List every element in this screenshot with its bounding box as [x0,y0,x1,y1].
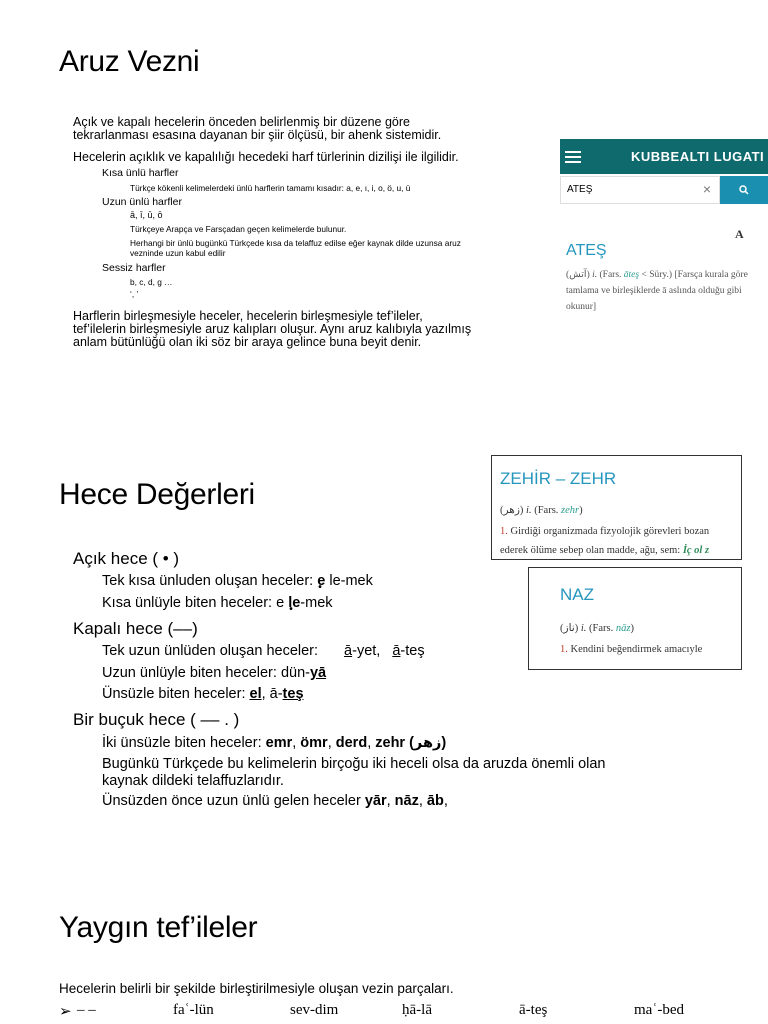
open-syllable-heading: Açık hece ( • ) [73,549,180,568]
arrow-bullet-icon: ➢ [59,1004,72,1020]
consonants-list: b, c, d, g … [130,277,173,287]
tefile-item: ā-teş [519,1002,548,1018]
zehir-dictionary-box [491,455,742,560]
def-line-1: (آتش) i. (Fars. āteş < Süry.) [Farsça kurala göre [566,270,748,280]
zehir-title: ZEHİR – ZEHR [500,469,617,488]
half-syllable-note-1: Bugünkü Türkçede bu kelimelerin birçoğu iki heceli olsa da aruzda önemli olan [102,756,606,772]
clear-icon[interactable]: × [702,181,711,197]
consonants-heading: Sessiz harfler [102,262,166,274]
long-desc-2: Herhangi bir ünlü bugünkü Türkçede kısa da telaffuz edilse eğer kaynak dilde uzunsa aruz [130,238,461,248]
dictionary-word: ATEŞ [566,242,607,259]
search-button[interactable] [720,176,768,204]
def-line-2: tamlama ve birleşiklerde ā aslında olduğu gibi [566,286,742,296]
open-syllable-ex-1: Tek kısa ünluden oluşan heceler: e • le-mek [102,572,373,590]
summary-line-3: anlam bütünlüğü olan iki söz bir araya gelince buna beyit denir. [73,335,422,349]
search-value: ATEŞ [567,184,593,195]
hamburger-menu-icon[interactable] [565,151,581,163]
section-title-hece: Hece Değerleri [59,478,255,511]
short-syllable-le: le • [288,595,300,611]
def-line-3: okunur] [566,302,597,312]
short-vowels-desc: Türkçe kökenli kelimelerdeki ünlü harflerin tamamı kısadır: a, e, ı, i, o, ö, u, ü [130,183,411,193]
tefile-item: ḥā-lā [402,1002,432,1018]
search-icon [739,185,749,195]
short-vowel-e: e • [317,573,325,589]
section-title-aruz: Aruz Vezni [59,45,200,78]
zehir-line-3: ederek ölüme sebep olan madde, ağu, sem: İç ol z [500,545,710,556]
consonants-marks: ‘, ’ [130,289,139,299]
naz-line-2: 1. Kendini beğendirmek amacıyle [560,644,703,655]
kubbealti-search-bar [560,176,768,204]
tefile-item: maʿ-bed [634,1002,684,1018]
open-syllable-ex-2: Kısa ünlüyle biten heceler: e le •-mek [102,594,333,612]
long-vowels-heading: Uzun ünlü harfler [102,196,182,208]
closed-syllable-ex-1: Tek uzun ünlüden oluşan heceler: ā-yet, ā-teş [102,643,425,659]
closed-syllable-ex-2: Uzun ünlüyle biten heceler: dün-yā [102,665,327,681]
half-syllable-note-2: kaynak dildeki telaffuzlarıdır. [102,773,284,789]
zehir-line-1: (زهر) i. (Fars. zehr) [500,505,583,516]
font-size-icon[interactable]: A [735,227,744,241]
long-desc-3: vezninde uzun kabul edilir [130,248,226,258]
closed-syllable-heading: Kapalı hece (––) [73,619,198,638]
aruz-intro [73,116,553,142]
search-input[interactable] [560,176,720,204]
syllable-paragraph: Hecelerin açıklık ve kapalılığı hecedeki harf türlerinin dizilişi ile ilgilidir. [73,150,459,164]
intro-line-2: tekrarlanması esasına dayanan bir şiir ölçüsü, bir ahenk sistemidir. [73,128,442,142]
summary-line-2: tef’ilelerin birleşmesiyle aruz kalıpları oluşur. Aynı aruz kalıbıyla yazılmış [73,322,472,336]
section-title-tefile: Yaygın tef’ileler [59,911,258,944]
naz-dictionary-box [528,567,742,670]
intro-line-1: Açık ve kapalı hecelerin önceden belirlenmiş bir düzene göre [73,115,410,129]
half-syllable-ex-1: İki ünsüzle biten heceler: emr, ömr, derd, zehr (زهر) [102,735,447,751]
zehir-line-2: 1. Girdiği organizmada fizyolojik görevleri bozan [500,526,710,537]
short-vowels-heading: Kısa ünlü harfler [102,167,179,179]
naz-title: NAZ [560,585,594,604]
half-syllable-heading: Bir buçuk hece ( –– . ) [73,710,240,729]
tefile-item: faʿ-lün [173,1002,214,1018]
dictionary-definition [566,267,768,315]
tefile-description: Hecelerin belirli bir şekilde birleştirilmesiyle oluşan vezin parçaları. [59,981,454,996]
summary-paragraph [73,310,553,349]
closed-syllable-ex-3: Ünsüzle biten heceler: el, ā-teş [102,686,304,702]
tefile-pattern: – – [77,1002,96,1018]
tefile-item: sev-dim [290,1002,339,1018]
summary-line-1: Harflerin birleşmesiyle heceler, hecelerin birleşmesiyle tef’ileler, [73,309,423,323]
naz-line-1: (ناز) i. (Fars. nāz) [560,623,634,634]
kubbealti-screenshot [560,139,768,321]
half-syllable-ex-2: Ünsüzden önce uzun ünlü gelen heceler yār, nāz, āb, [102,793,448,809]
tefile-example-row [59,1002,768,1022]
kubbealti-header [560,139,768,174]
long-vowels-list: ā, ī, ū, ō [130,210,163,220]
long-desc-1: Türkçeye Arapça ve Farsçadan geçen kelimelerde bulunur. [130,224,347,234]
kubbealti-logo: KUBBEALTI LUGATI [631,149,765,164]
